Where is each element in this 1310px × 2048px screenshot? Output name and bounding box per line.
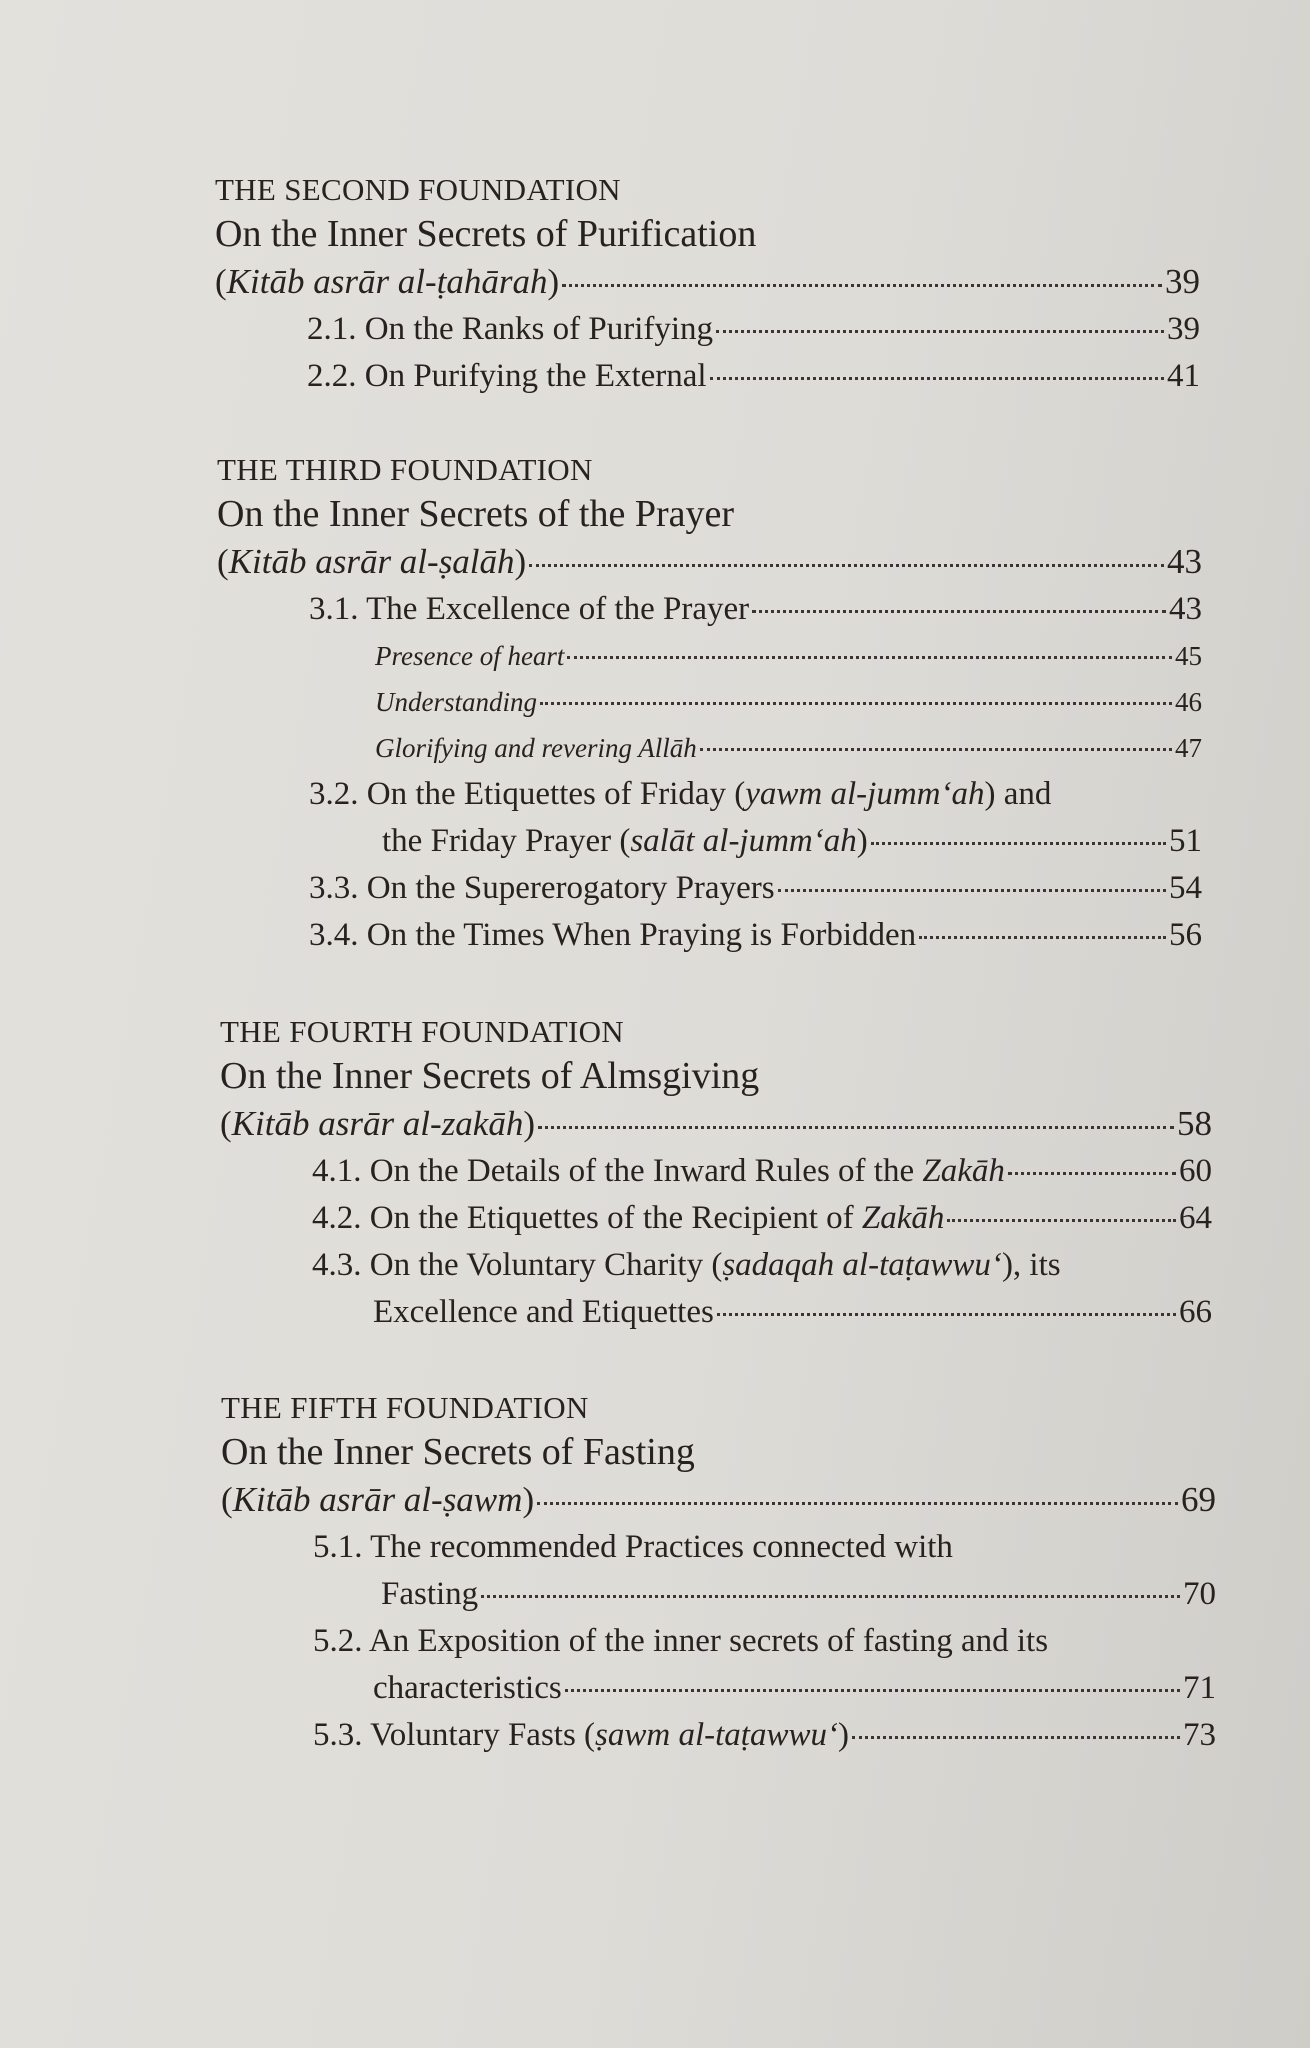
leader-dots (778, 889, 1166, 892)
page-number: 66 (1179, 1294, 1212, 1330)
page-number: 54 (1169, 870, 1202, 906)
page-number: 45 (1175, 641, 1202, 671)
section-label: THE FIFTH FOUNDATION (221, 1390, 589, 1425)
toc-entry-lead[interactable]: (Kitāb asrār al-ṭahārah) 39 (215, 258, 1200, 306)
section-title: On the Inner Secrets of Fasting (221, 1431, 695, 1473)
leader-dots (537, 1502, 1178, 1505)
page-number: 64 (1179, 1200, 1212, 1236)
leader-dots (481, 1595, 1180, 1598)
toc-entry[interactable]: 4.1. On the Details of the Inward Rules of the Zakāh 60 (312, 1148, 1212, 1195)
toc-entry-lead[interactable]: (Kitāb asrār al-zakāh) 58 (220, 1100, 1212, 1148)
section-fourth-foundation (220, 1012, 1212, 1336)
toc-entry[interactable]: 2.1. On the Ranks of Purifying 39 (307, 306, 1200, 353)
page-number: 43 (1169, 591, 1202, 627)
toc-entry-line2[interactable]: Fasting 70 (381, 1571, 1216, 1618)
page-number: 58 (1177, 1104, 1212, 1143)
section-label: THE FOURTH FOUNDATION (220, 1014, 624, 1049)
toc-entry[interactable]: 5.3. Voluntary Fasts (ṣawm al-taṭawwu‘) 73 (313, 1712, 1216, 1759)
page-number: 46 (1175, 687, 1202, 717)
toc-entry-line2[interactable]: the Friday Prayer (salāt al-jumm‘ah) 51 (382, 818, 1202, 865)
page-number: 51 (1169, 823, 1202, 859)
toc-entry[interactable]: 3.1. The Excellence of the Prayer 43 (309, 586, 1202, 633)
leader-dots (529, 564, 1164, 567)
toc-entry-line1[interactable]: 5.1. The recommended Practices connected with (313, 1529, 953, 1565)
leader-dots (565, 1689, 1180, 1692)
toc-entry-line1[interactable]: 3.2. On the Etiquettes of Friday (yawm al-jumm‘ah) and (309, 776, 1052, 812)
toc-entry[interactable]: 2.2. On Purifying the External 41 (307, 353, 1200, 400)
leader-dots (871, 842, 1166, 845)
toc-entry-line2[interactable]: characteristics 71 (373, 1665, 1216, 1712)
page-number: 73 (1183, 1717, 1216, 1753)
page-number: 41 (1167, 358, 1200, 394)
toc-entry-line1[interactable]: 4.3. On the Voluntary Charity (ṣadaqah al-taṭawwu‘), its (312, 1247, 1061, 1283)
page-number: 69 (1181, 1480, 1216, 1519)
toc-minor-entry[interactable]: Understanding 46 (375, 679, 1202, 725)
leader-dots (752, 610, 1166, 613)
arabic-title: Kitāb asrār al-ṣawm (232, 1480, 523, 1519)
toc-entry-line1[interactable]: 5.2. An Exposition of the inner secrets of fasting and its (313, 1623, 1049, 1659)
leader-dots (947, 1219, 1176, 1222)
toc-entry-lead[interactable]: (Kitāb asrār al-ṣalāh) 43 (217, 538, 1202, 586)
section-label: THE SECOND FOUNDATION (215, 172, 621, 207)
leader-dots (567, 656, 1172, 659)
arabic-title: Kitāb asrār al-ṣalāh (228, 542, 515, 581)
section-fifth-foundation (221, 1388, 1216, 1759)
toc-entry[interactable]: 3.3. On the Supererogatory Prayers 54 (309, 865, 1202, 912)
page-number: 43 (1167, 542, 1202, 581)
section-label: THE THIRD FOUNDATION (217, 452, 593, 487)
leader-dots (717, 1313, 1176, 1316)
page-number: 56 (1169, 917, 1202, 953)
leader-dots (710, 377, 1164, 380)
arabic-title: Kitāb asrār al-zakāh (231, 1104, 524, 1143)
page-number: 60 (1179, 1153, 1212, 1189)
leader-dots (538, 1126, 1174, 1129)
page-number: 39 (1167, 311, 1200, 347)
page-number: 71 (1183, 1670, 1216, 1706)
leader-dots (852, 1736, 1180, 1739)
page-number: 70 (1183, 1576, 1216, 1612)
toc-minor-entry[interactable]: Presence of heart 45 (375, 633, 1202, 679)
leader-dots (562, 284, 1162, 287)
section-title: On the Inner Secrets of Purification (215, 213, 757, 255)
toc-minor-entry[interactable]: Glorifying and revering Allāh 47 (375, 725, 1202, 771)
toc-entry-lead[interactable]: (Kitāb asrār al-ṣawm) 69 (221, 1476, 1216, 1524)
section-second-foundation (215, 170, 1200, 400)
arabic-title: Kitāb asrār al-ṭahārah (226, 262, 548, 301)
section-title: On the Inner Secrets of the Prayer (217, 493, 735, 535)
leader-dots (1008, 1172, 1176, 1175)
leader-dots (919, 936, 1166, 939)
leader-dots (540, 702, 1172, 705)
toc-entry-line2[interactable]: Excellence and Etiquettes 66 (373, 1289, 1212, 1336)
section-title: On the Inner Secrets of Almsgiving (220, 1055, 760, 1097)
section-third-foundation (217, 450, 1202, 959)
toc-entry[interactable]: 4.2. On the Etiquettes of the Recipient of Zakāh 64 (312, 1195, 1212, 1242)
leader-dots (700, 748, 1172, 751)
leader-dots (716, 330, 1164, 333)
page-number: 39 (1165, 262, 1200, 301)
page-number: 47 (1175, 733, 1202, 763)
toc-entry[interactable]: 3.4. On the Times When Praying is Forbidden 56 (309, 912, 1202, 959)
